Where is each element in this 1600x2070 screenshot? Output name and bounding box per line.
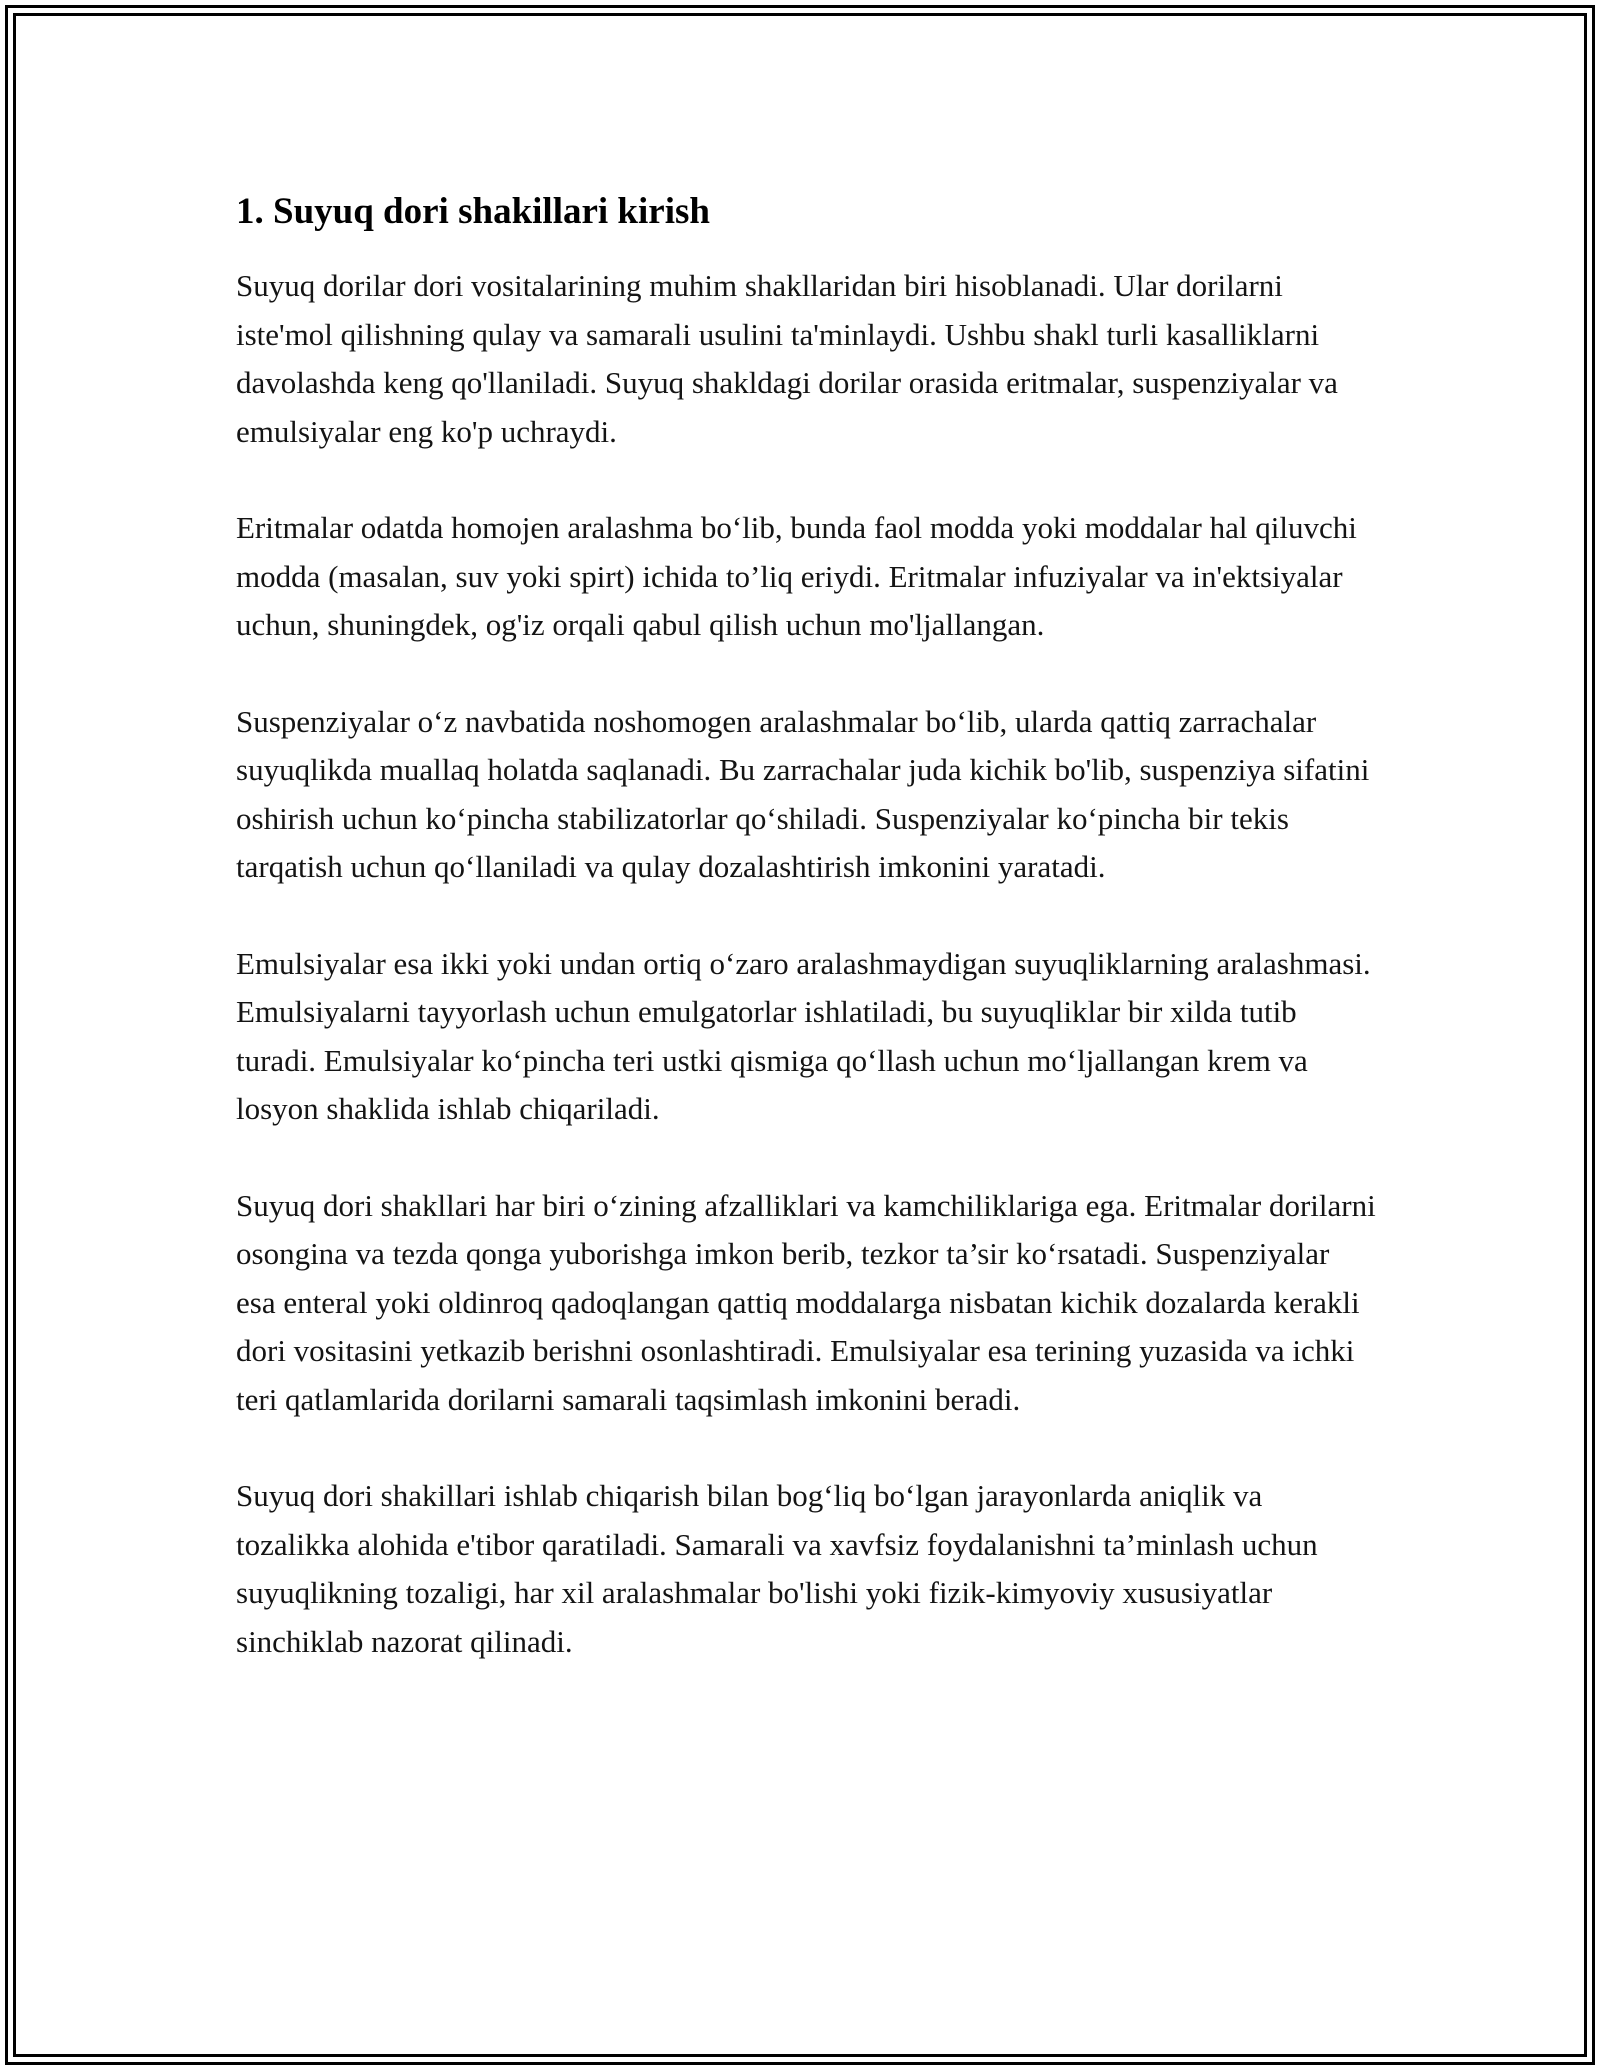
paragraph-afzalliklar: Suyuq dori shakllari har biri o‘zining afzalliklari va kamchiliklariga ega. Eritmalar dorilarni osongina va tezda qonga yuborishga imkon berib, tezkor ta’sir ko‘rsatadi. Suspenziyalar esa enteral yoki oldinroq qadoqlangan qattiq moddalarga nisbatan kichik dozalarda kerakli dori vositasini yetkazib berishni osonlashtiradi. Emulsiyalar esa terining yuzasida va ichki teri qatlamlarida dorilarni samarali taqsimlash imkonini beradi. bbox=[236, 1187, 1376, 1417]
paragraph-ishlab-chiqarish: Suyuq dori shakillari ishlab chiqarish bilan bog‘liq bo‘lgan jarayonlarda aniqlik va tozalikka alohida e'tibor qaratiladi. Samarali va xavfsiz foydalanishni ta’minlash uchun suyuqlikning tozaligi, har xil aralashmalar bo'lishi yoki fizik-kimyoviy xususiyatlar sinchiklab nazorat qilinadi. bbox=[236, 1478, 1318, 1659]
section-heading: 1. Suyuq dori shakillari kirish bbox=[236, 191, 710, 232]
paragraph-suspenziyalar: Suspenziyalar o‘z navbatida noshomogen aralashmalar bo‘lib, ularda qattiq zarrachalar suyuqlikda muallaq holatda saqlanadi. Bu zarrachalar juda kichik bo'lib, suspenziya sifatini oshirish uchun ko‘pincha stabilizatorlar qo‘shiladi. Suspenziyalar ko‘pincha bir tekis tarqatish uchun qo‘llaniladi va qulay dozalashtirish imkonini yaratadi. bbox=[236, 703, 1370, 884]
paragraph-intro: Suyuq dorilar dori vositalarining muhim shakllaridan biri hisoblanadi. Ular dorilarni iste'mol qilishning qulay va samarali usulini ta'minlaydi. Ushbu shakl turli kasalliklarni davolashda keng qo'llaniladi. Suyuq shakldagi dorilar orasida eritmalar, suspenziyalar va emulsiyalar eng ko'p uchraydi. bbox=[236, 268, 1338, 449]
paragraph-emulsiyalar: Emulsiyalar esa ikki yoki undan ortiq o‘zaro aralashmaydigan suyuqliklarning aralashmasi. Emulsiyalarni tayyorlash uchun emulgatorlar ishlatiladi, bu suyuqliklar bir xilda tutib turadi. Emulsiyalar ko‘pincha teri ustki qismiga qo‘llash uchun mo‘ljallangan krem va losyon shaklida ishlab chiqariladi. bbox=[236, 945, 1371, 1126]
paragraph-eritmalar: Eritmalar odatda homojen aralashma bo‘lib, bunda faol modda yoki moddalar hal qiluvchi modda (masalan, suv yoki spirt) ichida to’liq eriydi. Eritmalar infuziyalar va in'ektsiyalar uchun, shuningdek, og'iz orqali qabul qilish uchun mo'ljallangan. bbox=[236, 510, 1357, 642]
document-body bbox=[236, 188, 1376, 1714]
